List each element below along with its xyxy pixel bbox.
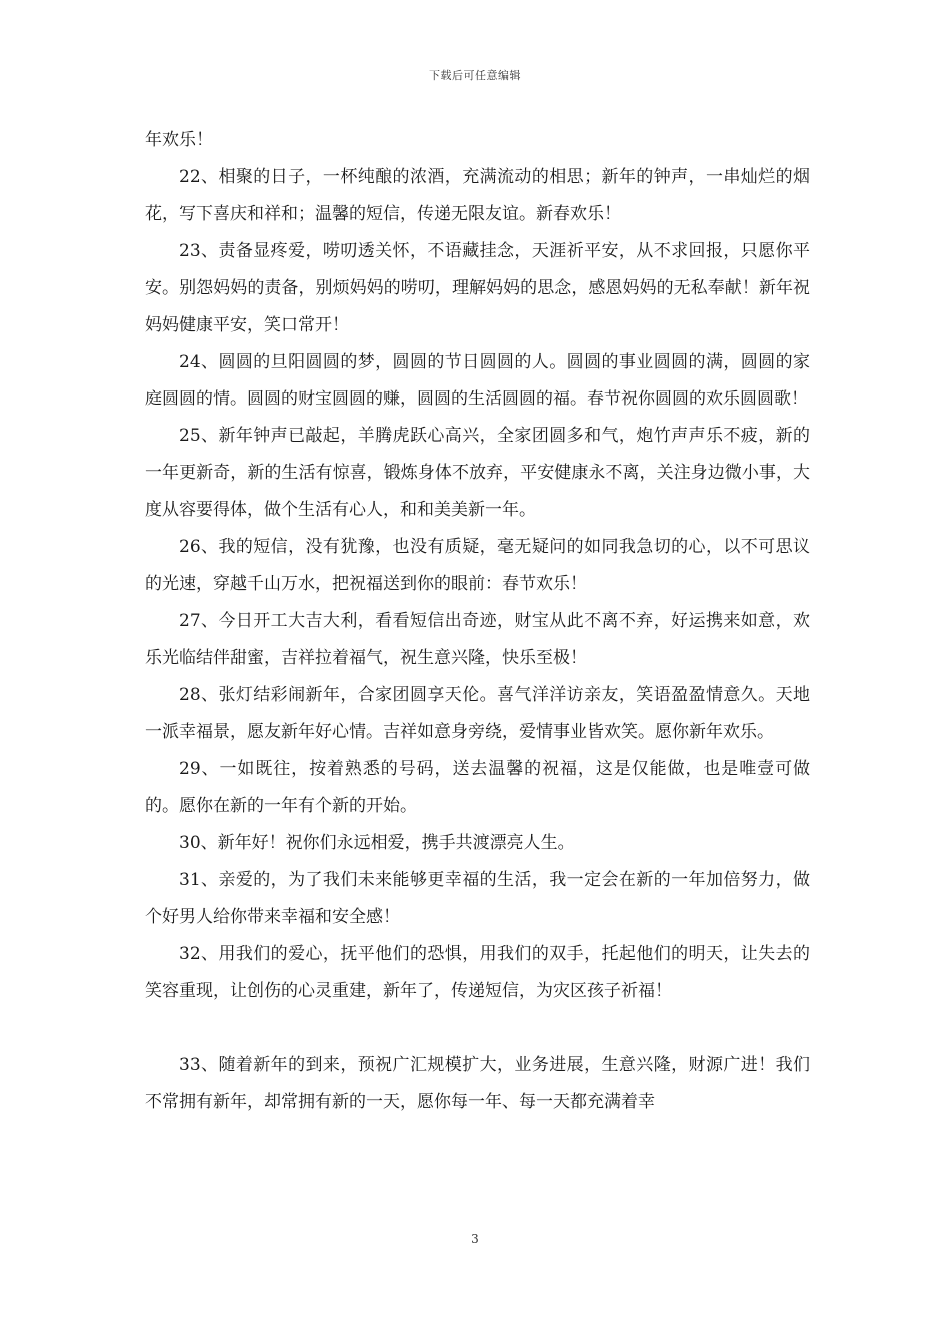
paragraph-33: 33、随着新年的到来，预祝广汇规模扩大，业务进展，生意兴隆，财源广进！我们不常拥有新年，却常拥有新的一天，愿你每一年、每一天都充满着幸 <box>145 1055 810 1112</box>
paragraph-32: 32、用我们的爱心，抚平他们的恐惧，用我们的双手，托起他们的明天，让失去的笑容重现，让创伤的心灵重建，新年了，传递短信，为灾区孩子祈福！ <box>145 944 810 1001</box>
paragraph-29: 29、一如既往，按着熟悉的号码，送去温馨的祝福，这是仅能做，也是唯壹可做的。愿你在新的一年有个新的开始。 <box>145 759 810 816</box>
paragraph-25: 25、新年钟声已敲起，羊腾虎跃心高兴，全家团圆多和气，炮竹声声乐不疲，新的一年更新奇，新的生活有惊喜，锻炼身体不放弃，平安健康永不离，关注身边微小事，大度从容要得体，做个生活有心人，和和美美新一年。 <box>145 426 810 520</box>
paragraph-30: 30、新年好！祝你们永远相爱，携手共渡漂亮人生。 <box>179 833 575 853</box>
paragraph-26: 26、我的短信，没有犹豫，也没有质疑，毫无疑问的如同我急切的心，以不可思议的光速，穿越千山万水，把祝福送到你的眼前：春节欢乐！ <box>145 537 810 594</box>
paragraph-24: 24、圆圆的旦阳圆圆的梦，圆圆的节日圆圆的人。圆圆的事业圆圆的满，圆圆的家庭圆圆的情。圆圆的财宝圆圆的赚，圆圆的生活圆圆的福。春节祝你圆圆的欢乐圆圆歌！ <box>145 352 810 409</box>
paragraph-spacer <box>145 1010 810 1047</box>
paragraph-28: 28、张灯结彩闹新年，合家团圆享天伦。喜气洋洋访亲友，笑语盈盈情意久。天地一派幸福景，愿友新年好心情。吉祥如意身旁绕，爱情事业皆欢笑。愿你新年欢乐。 <box>145 685 810 742</box>
paragraph-27: 27、今日开工大吉大利，看看短信出奇迹，财宝从此不离不弃，好运携来如意，欢乐光临结伴甜蜜，吉祥拉着福气，祝生意兴隆，快乐至极！ <box>145 611 810 668</box>
page-header: 下载后可任意编辑 <box>429 69 521 82</box>
page-number: 3 <box>471 1232 479 1246</box>
paragraph-continuation: 年欢乐！ <box>145 130 213 150</box>
paragraph-31: 31、亲爱的，为了我们未来能够更幸福的生活，我一定会在新的一年加倍努力，做个好男人给你带来幸福和安全感！ <box>145 870 810 927</box>
paragraph-22: 22、相聚的日子，一杯纯酿的浓酒，充满流动的相思；新年的钟声，一串灿烂的烟花，写下喜庆和祥和；温馨的短信，传递无限友谊。新春欢乐！ <box>145 167 810 224</box>
page-body <box>145 122 810 1121</box>
paragraph-23: 23、责备显疼爱，唠叨透关怀，不语藏挂念，天涯祈平安，从不求回报，只愿你平安。别怨妈妈的责备，别烦妈妈的唠叨，理解妈妈的思念，感恩妈妈的无私奉献！新年祝妈妈健康平安，笑口常开！ <box>145 241 810 335</box>
